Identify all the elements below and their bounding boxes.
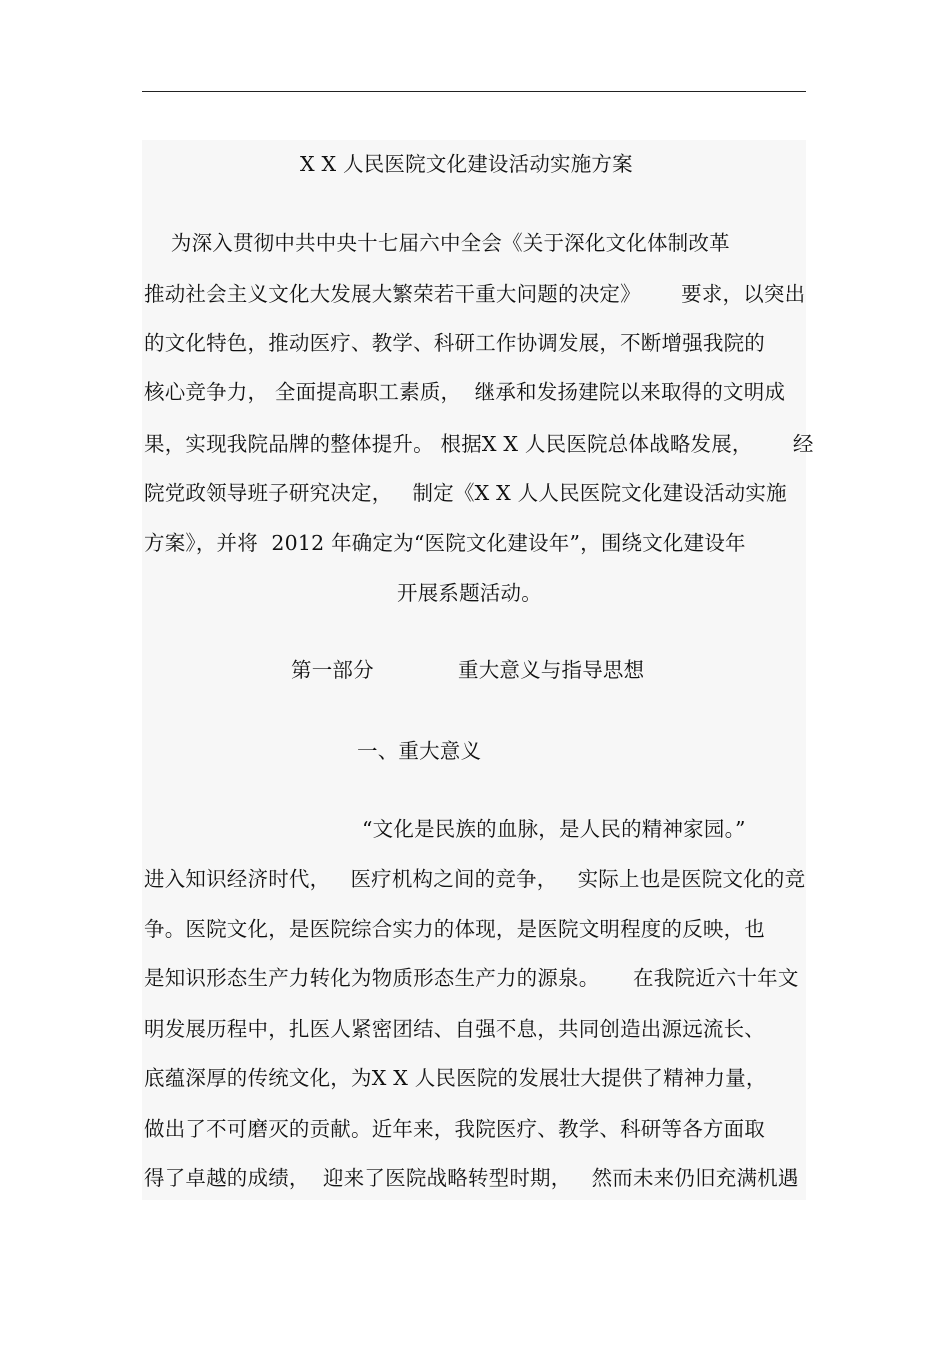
intro-line: 推动社会主义文化大发展大繁荣若干重大问题的决定》 要求，以突出 [144, 282, 806, 306]
body-line: 进入知识经济时代， 医疗机构之间的竞争， 实际上也是医院文化的竞 [144, 867, 806, 891]
header-rule [142, 91, 806, 92]
quote: “文化是民族的血脉，是人民的精神家园。” [362, 817, 746, 841]
intro-line: 核心竞争力， 全面提高职工素质， 继承和发扬建院以来取得的文明成 [144, 380, 786, 404]
document-title: X X 人民医院文化建设活动实施方案 [300, 152, 633, 176]
intro-line-last: 开展系题活动。 [397, 581, 542, 605]
intro-line: 院党政领导班子研究决定， 制定《X X 人人民医院文化建设活动实施 [144, 481, 787, 505]
body-line: 做出了不可磨灭的贡献。近年来，我院医疗、教学、科研等各方面取 [144, 1117, 765, 1141]
intro-line: 为深入贯彻中共中央十七届六中全会《关于深化文化体制改革 [144, 231, 730, 255]
part-title: 重大意义与指导思想 [458, 658, 645, 682]
intro-line: 果，实现我院品牌的整体提升。 根据X X 人民医院总体战略发展， 经 [144, 432, 814, 456]
part-label: 第一部分 [291, 658, 374, 682]
intro-line: 方案》，并将 2012 年确定为“医院文化建设年”，围绕文化建设年 [144, 531, 746, 555]
body-line: 争。医院文化，是医院综合实力的体现，是医院文明程度的反映，也 [144, 917, 765, 941]
body-line: 底蕴深厚的传统文化，为X X 人民医院的发展壮大提供了精神力量， [144, 1066, 767, 1090]
section-heading: 一、重大意义 [357, 739, 482, 763]
body-line: 得了卓越的成绩， 迎来了医院战略转型时期， 然而未来仍旧充满机遇 [144, 1166, 799, 1190]
body-line: 明发展历程中，扎医人紧密团结、自强不息，共同创造出源远流长、 [144, 1017, 765, 1041]
body-line: 是知识形态生产力转化为物质形态生产力的源泉。 在我院近六十年文 [144, 966, 799, 990]
intro-line: 的文化特色，推动医疗、教学、科研工作协调发展，不断增强我院的 [144, 331, 765, 355]
